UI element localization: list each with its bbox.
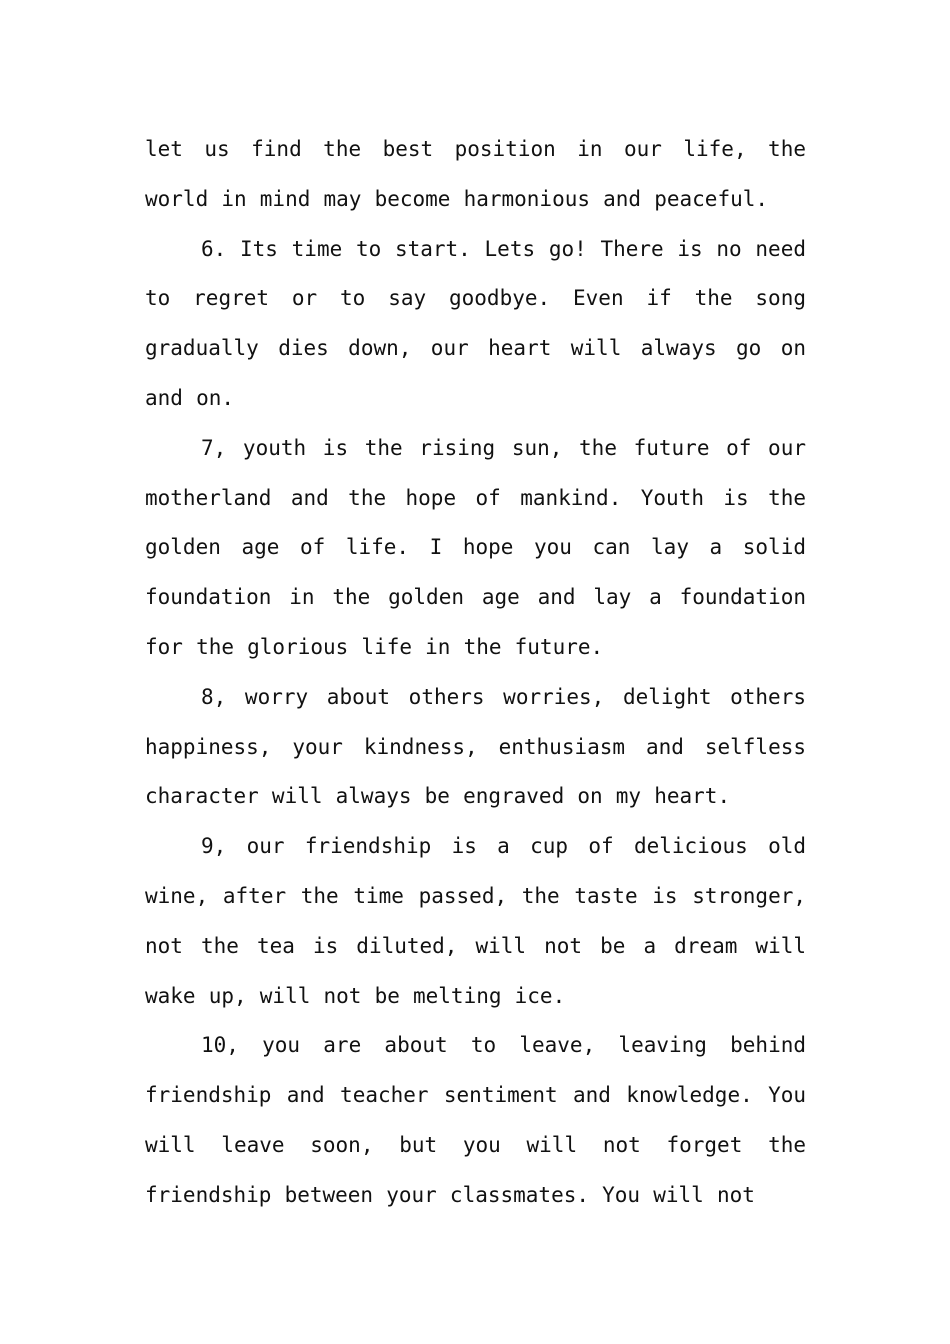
paragraph-item-7: 7, youth is the rising sun, the future of our motherland and the hope of mankind. Youth is the golden age of life. I hope you can lay a solid foundation in the golden age and lay a foundation for the glorious life in the future.	[145, 435, 806, 659]
paragraph-item-9: 9, our friendship is a cup of delicious old wine, after the time passed, the taste is stronger, not the tea is diluted, will not be a dream will wake up, will not be melting ice.	[145, 834, 806, 1008]
paragraph-continuation: let us find the best position in our life, the world in mind may become harmonious and peaceful.	[145, 137, 806, 211]
paragraph-item-10: 10, you are about to leave, leaving behind friendship and teacher sentiment and knowledge. You will leave soon, but you will not forget the friendship between your classmates. You will not	[145, 1033, 806, 1207]
document-page	[145, 125, 806, 1221]
paragraph-item-8: 8, worry about others worries, delight others happiness, your kindness, enthusiasm and selfless character will always be engraved on my heart.	[145, 684, 806, 809]
paragraph-item-6: 6. Its time to start. Lets go! There is no need to regret or to say goodbye. Even if the song gradually dies down, our heart will always go on and on.	[145, 236, 806, 410]
